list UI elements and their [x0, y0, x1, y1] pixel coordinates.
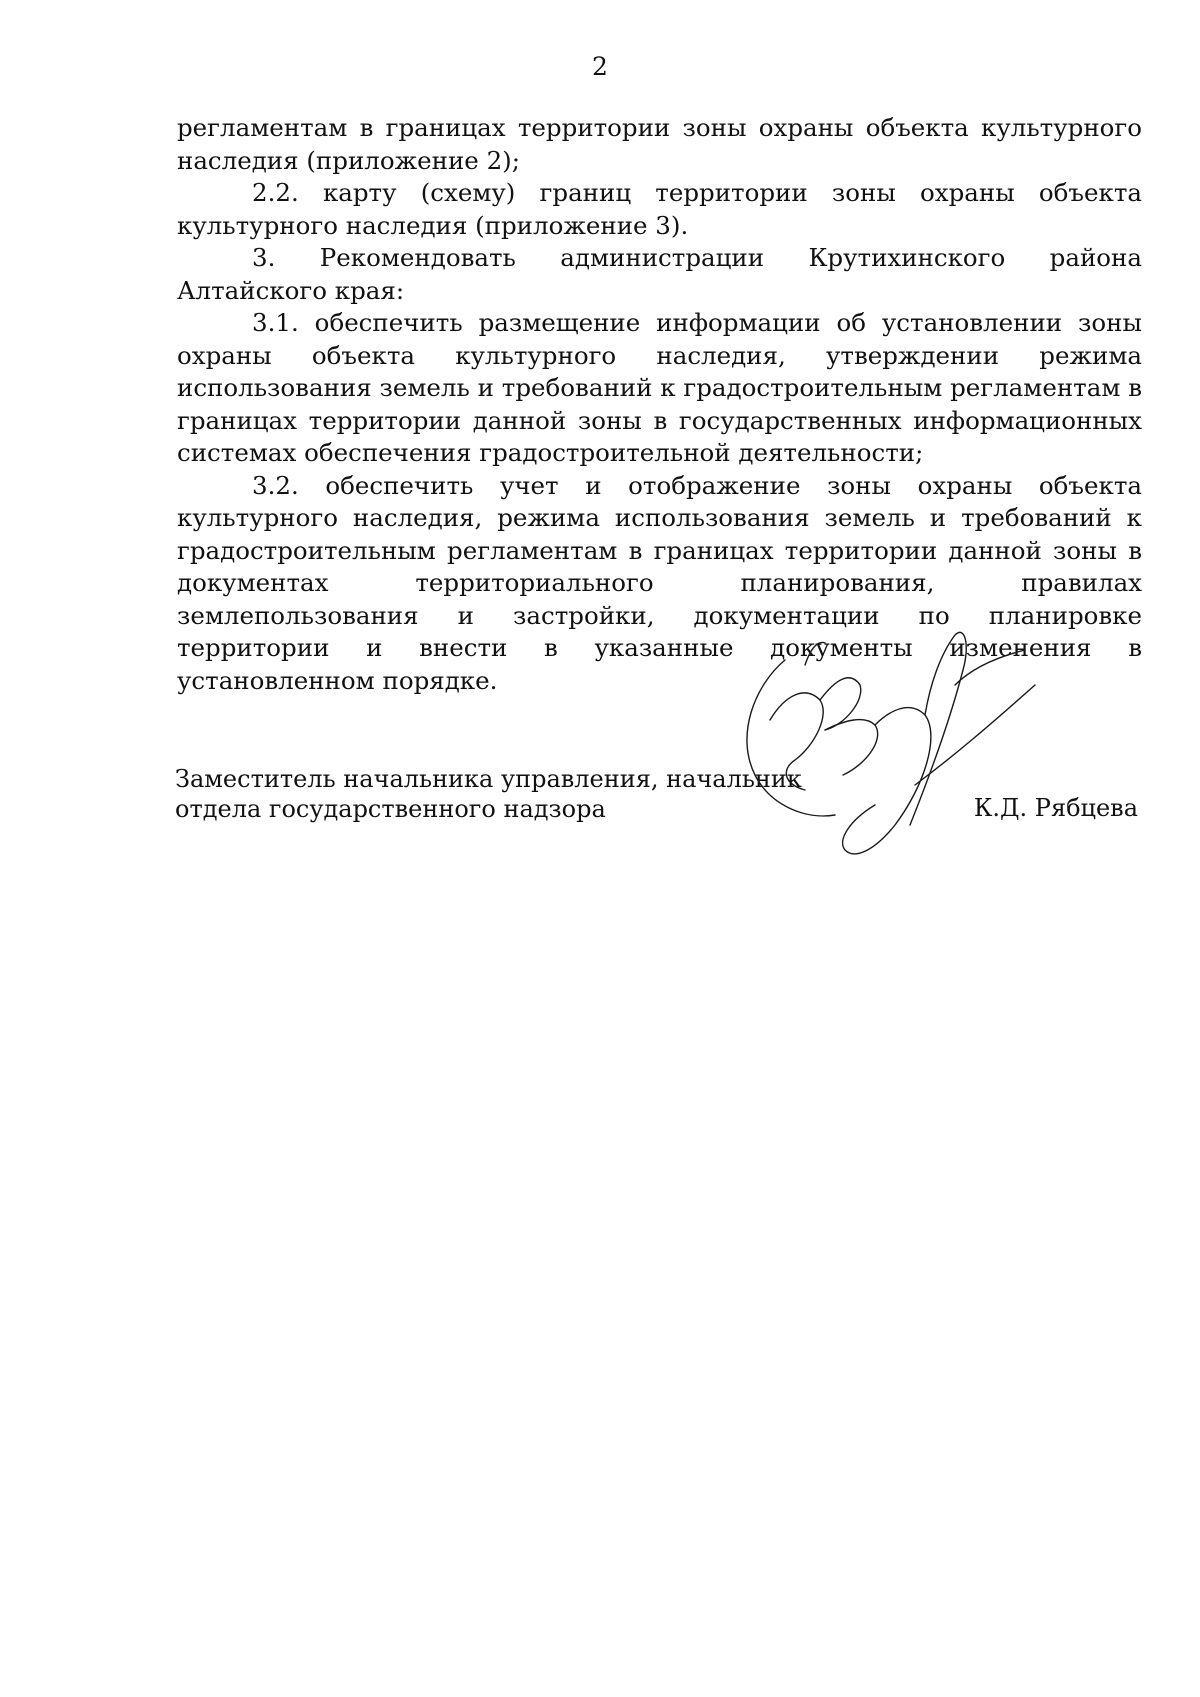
paragraph-3: 3. Рекомендовать администрации Крутихинского района Алтайского края: [177, 243, 1142, 305]
paragraph-2-2: 2.2. карту (схему) границ территории зоны охраны объекта культурного наследия (приложение 3). [177, 178, 1142, 240]
paragraph-continuation: регламентам в границах территории зоны охраны объекта культурного наследия (приложение 2); [177, 113, 1142, 175]
signatory-position-line-2: отдела государственного надзора [175, 795, 606, 823]
paragraph-3-1: 3.1. обеспечить размещение информации об установлении зоны охраны объекта культурного наследия, утверждении режима использования земель и требований к градостроительным регламентам в границах территории данной зоны в государственных информационных системах обеспечения градостроительной деятельности; [177, 308, 1142, 467]
signatory-position [175, 764, 802, 824]
signatory-position-line-1: Заместитель начальника управления, начальник [175, 765, 802, 793]
document-body [177, 112, 1142, 697]
page-number: 2 [592, 52, 608, 81]
paragraph-3-2: 3.2. обеспечить учет и отображение зоны охраны объекта культурного наследия, режима использования земель и требований к градостроительным регламентам в границах территории данной зоны в документах территориального планирования, правилах землепользования и застройки, документации по планировке территории и внести в указанные документы изменения в установленном порядке. [177, 470, 1142, 695]
signatory-name: К.Д. Рябцева [973, 794, 1138, 822]
